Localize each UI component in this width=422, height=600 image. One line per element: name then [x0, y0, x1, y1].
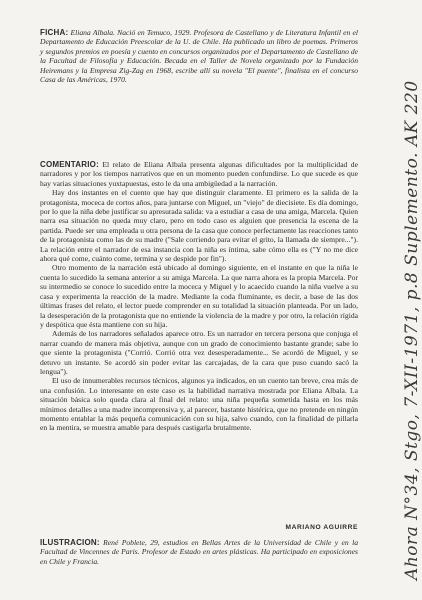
handwritten-annotation	[372, 20, 422, 580]
comentario-paragraph-text: El relato de Eliana Albala presenta algunas dificultades por la multiplicidad de narradores y por los tiempos narrativos que en un momento pueden confundirse. Lo que sucede es que hay varias situaciones yuxtapuestas, esto le da una ambigüedad a la narración.	[40, 160, 358, 188]
ilustracion-text: René Poblete, 29, estudios en Bellas Artes de la Universidad de Chile y en la Facultad de Vincennes de Paris. Profesor de Estado en artes plásticas. Ha participado en exposiciones en Chile y Francia.	[40, 538, 359, 566]
comentario-paragraph: El uso de innumerables recursos técnicos, algunos ya indicados, en un cuento tan breve, crea más de una confusión. Lo interesante en este caso es la habilidad narrativa mostrada por Eliana Albala. La situación básica solo queda clara al final del relato: una niña pequeña sometida hasta en los más mínimos detalles a una madre incomprensiva y, al parecer, bastante histérica, que no pretende en ningún momento entablar la más pequeña comunicación con su hija, salvo cuando, con la finalidad de pillarla en la mentira, se muestra amable para después castigarla brutalmente.	[40, 376, 358, 433]
comentario-paragraph: Otro momento de la narración está ubicado al domingo siguiente, en el instante en que la niña le cuenta lo sucedido la semana anterior a su amiga Marcela. La que narra ahora es la propia Marcela. Por su intermedio se conoce lo sucedido entre la moceca y Miguel y lo acaecido cuando la niña vuelve a su casa y experimenta la reacción de la madre. Mediante la coda fluminante, es decir, a base de las dos últimas frases del relato, el lector puede comprender en su totalidad la situación planteada. Por un lado, la desesperación de la protagonista que no entiende la violencia de la madre y por otro, la relación rígida y despótica que ésta mantiene con su hija.	[40, 263, 358, 329]
ficha-text: Eliana Albala. Nació en Temuco, 1929. Profesora de Castellano y de Literatura Infantil en el Departamento de Educación Preescolar de la U. de Chile. Ha publicado un libro de poemas. Primeros y segundos premios en poesía y cuento en concursos organizados por el Departamento de Castellano de la Facultad de Filosofía y Educación. Becada en el Taller de Novela organizado por la Fundación Heiremans y la Empresa Zig-Zag en 1968, escribe allí su novela "El puente", finalista en el concurso Casa de las Américas, 1970.	[40, 28, 358, 85]
ficha-label: FICHA:	[40, 28, 69, 37]
handwritten-note-text: Ahora N°34, Stgo, 7-XII-1971, p.8 Suplemento. AK 220	[402, 80, 422, 580]
author-signature: MARIANO AGUIRRE	[285, 524, 358, 531]
ilustracion-label: ILUSTRACION:	[40, 538, 100, 547]
comentario-section	[40, 160, 358, 433]
ilustracion-section	[40, 538, 358, 566]
comentario-paragraph: Además de los narradores señalados aparece otro. Es un narrador en tercera persona que conjuga el narrar cuando de manera más objetiva, aunque con un grado de conocimiento bastante grande; sabe lo que siente la protagonista ("Corrió. Corrió otra vez desesperadamente... Se acordó de Miguel, y se detuvo un instante. Se acordó sin poder evitar las carcajadas, de la cara que puso cuando sacó la lengua").	[40, 329, 358, 376]
ficha-section	[40, 28, 358, 84]
comentario-paragraph: Hay dos instantes en el cuento que hay que distinguir claramente. El primero es la salida de la protagonista, moceca de cortos años, para juntarse con Miguel, un "viejo" de diecisiete. Es día domingo, por lo que la niña debe justificar su apresurada salida: va a estudiar a casa de una amiga, Marcela. Quien narra esa situación no queda muy claro, pero en todo caso es alguien que presencia la escena de la partida. Puede ser una empleada u otra persona de la casa que conoce perfectamente las reacciones tanto de la protagonista como las de su madre ("Sale corriendo para evitar el grito, la llamada de siempre..."). La relación entre el narrador de esa instancia con la niña es íntima, sabe cómo ella es ("Y no me dice ahora qué come, cuánto come, termina y se despide por fin").	[40, 188, 358, 264]
comentario-paragraph	[40, 160, 358, 188]
comentario-label: COMENTARIO:	[40, 160, 99, 169]
